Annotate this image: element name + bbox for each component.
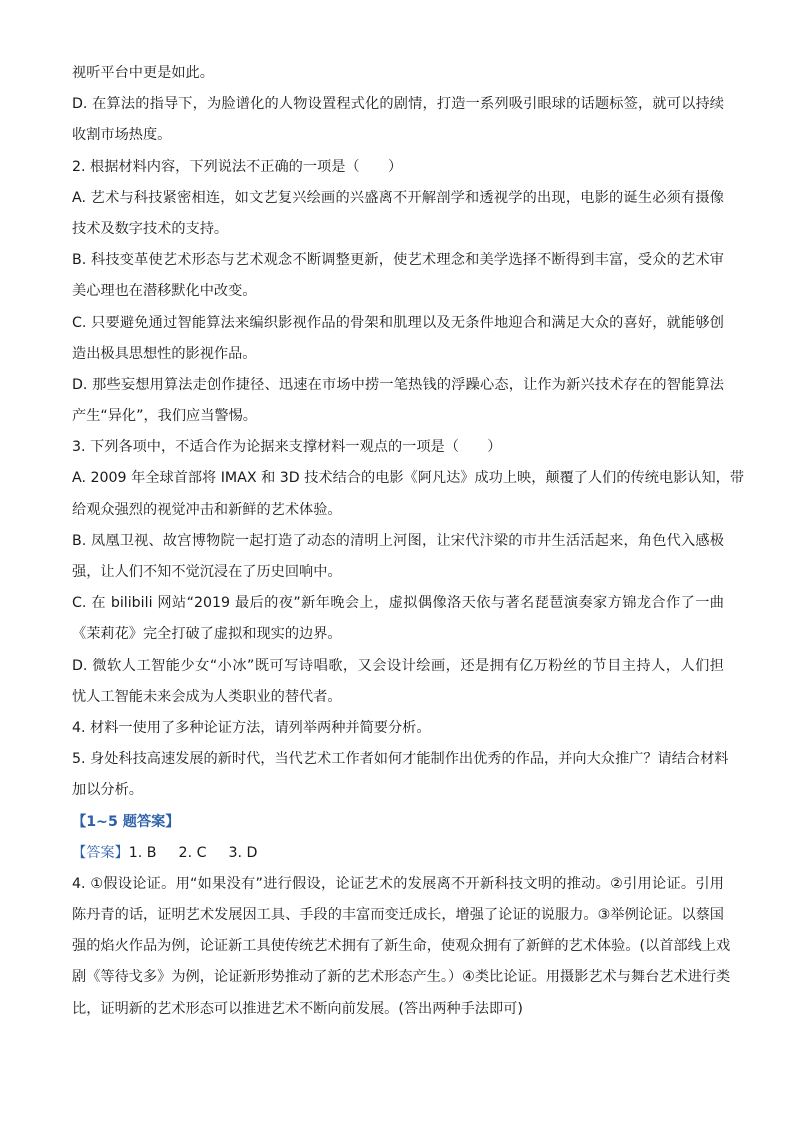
question-5-line-2: 加以分析。 bbox=[72, 782, 143, 799]
question-3: 3. 下列各项中，不适合作为论据来支撑材料一观点的一项是（ ） bbox=[72, 439, 502, 456]
q3-option-d-line-2: 忧人工智能未来会成为人类职业的替代者。 bbox=[72, 688, 342, 705]
analysis-line-1: 4. ①假设论证。用“如果没有”进行假设，论证艺术的发展离不开新科技文明的推动。②引用论证。引用 bbox=[72, 875, 724, 892]
q3-option-b-line-2: 强，让人们不知不觉沉浸在了历史回响中。 bbox=[72, 564, 342, 580]
answer-3: 3. D bbox=[228, 844, 258, 861]
analysis-line-4: 剧《等待戈多》为例，论证新形势推动了新的艺术形态产生。）④类比论证。用摄影艺术与舞台艺术进行类 bbox=[72, 969, 731, 986]
analysis-line-3: 强的焰火作品为例，论证新工具使传统艺术拥有了新生命，使观众拥有了新鲜的艺术体验。(以首部线上戏 bbox=[72, 938, 731, 955]
text-line: 视听平台中更是如此。 bbox=[72, 65, 214, 81]
option-d-line-1: D. 在算法的指导下，为脸谱化的人物设置程式化的剧情，打造一系列吸引眼球的话题标签，就可以持续 bbox=[72, 96, 724, 113]
q3-option-a-line-2: 给观众强烈的视觉冲击和新鲜的艺术体验。 bbox=[72, 501, 342, 518]
q2-option-b-line-2: 美心理也在潜移默化中改变。 bbox=[72, 283, 257, 300]
question-2: 2. 根据材料内容，下列说法不正确的一项是（ ） bbox=[72, 158, 403, 175]
answer-label: 【答案】 bbox=[72, 844, 129, 861]
answer-key-line bbox=[72, 838, 724, 869]
answer-1: 1. B bbox=[128, 844, 157, 861]
q2-option-c-line-1: C. 只要避免通过智能算法来编织影视作品的骨架和肌理以及无条件地迎合和满足大众的喜好，就能够创 bbox=[72, 314, 724, 331]
question-5-line-1: 5. 身处科技高速发展的新时代，当代艺术工作者如何才能制作出优秀的作品，并向大众推广？请结合材料 bbox=[72, 751, 729, 768]
q3-option-c-line-2: 《茉莉花》完全打破了虚拟和现实的边界。 bbox=[72, 626, 342, 643]
q2-option-c-line-2: 造出极具思想性的影视作品。 bbox=[72, 345, 257, 362]
analysis-line-2: 陈丹青的话，证明艺术发展因工具、手段的丰富而变迁成长，增强了论证的说服力。③举例论证。以蔡国 bbox=[72, 907, 724, 924]
q3-option-d-line-1: D. 微软人工智能少女“小冰”既可写诗唱歌，又会设计绘画，还是拥有亿万粉丝的节目主持人，人们担 bbox=[72, 657, 724, 674]
question-4: 4. 材料一使用了多种论证方法，请列举两种并简要分析。 bbox=[72, 719, 431, 736]
q3-option-b-line-1: B. 凤凰卫视、故宫博物院一起打造了动态的清明上河图，让宋代汴梁的市井生活活起来，角色代入感极 bbox=[72, 532, 724, 549]
answer-section-heading: 【1~5 题答案】 bbox=[72, 813, 180, 830]
answer-2: 2. C bbox=[178, 844, 207, 861]
q2-option-b-line-1: B. 科技变革使艺术形态与艺术观念不断调整更新，使艺术理念和美学选择不断得到丰富，受众的艺术审 bbox=[72, 252, 724, 269]
q2-option-d-line-1: D. 那些妄想用算法走创作捷径、迅速在市场中捞一笔热钱的浮躁心态，让作为新兴技术存在的智能算法 bbox=[72, 376, 724, 393]
q2-option-a-line-2: 技术及数字技术的支持。 bbox=[72, 220, 229, 237]
document-page bbox=[72, 58, 745, 1025]
q3-option-c-line-1: C. 在 bilibili 网站“2019 最后的夜”新年晚会上，虚拟偶像洛天依与著名琵琶演奏家方锦龙合作了一曲 bbox=[72, 595, 724, 612]
q3-option-a-line-1: A. 2009 年全球首部将 IMAX 和 3D 技术结合的电影《阿凡达》成功上映，颠覆了人们的传统电影认知，带 bbox=[72, 470, 745, 487]
analysis-line-5: 比，证明新的艺术形态可以推进艺术不断向前发展。(答出两种手法即可) bbox=[72, 1000, 523, 1017]
option-d-line-2: 收割市场热度。 bbox=[72, 127, 172, 144]
q2-option-a-line-1: A. 艺术与科技紧密相连，如文艺复兴绘画的兴盛离不开解剖学和透视学的出现，电影的诞生必须有摄像 bbox=[72, 189, 724, 206]
q2-option-d-line-2: 产生“异化”，我们应当警惕。 bbox=[72, 408, 257, 425]
